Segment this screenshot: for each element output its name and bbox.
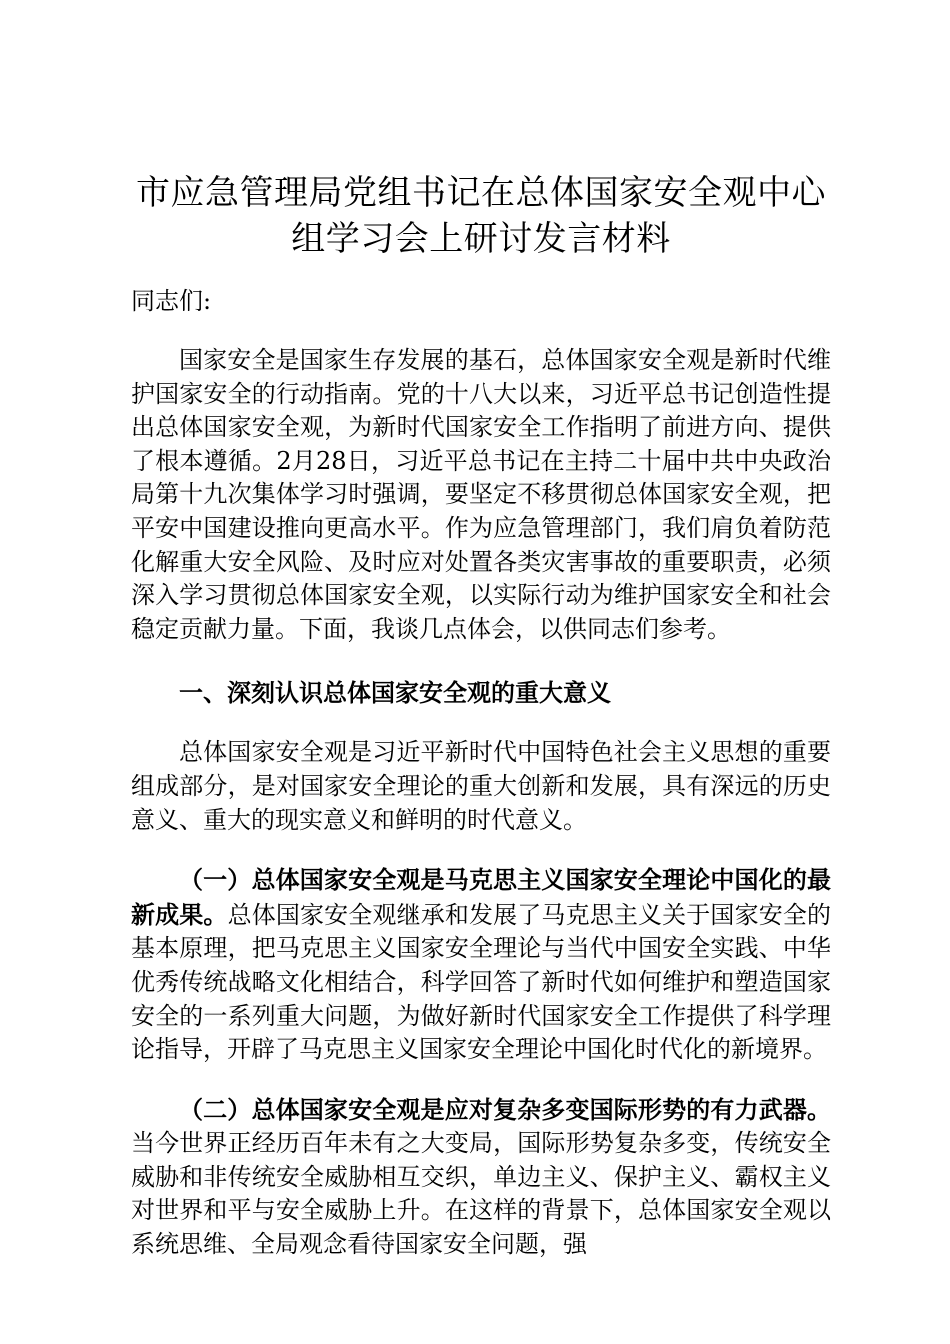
point-1-paragraph bbox=[131, 863, 831, 1067]
section-1-paragraph: 总体国家安全观是习近平新时代中国特色社会主义思想的重要组成部分，是对国家安全理论的重大创新和发展，具有深远的历史意义、重大的现实意义和鲜明的时代意义。 bbox=[131, 738, 831, 834]
point-2-text: 当今世界正经历百年未有之大变局，国际形势复杂多变，传统安全威胁和非传统安全威胁相互交织，单边主义、保护主义、霸权主义对世界和平与安全威胁上升。在这样的背景下，总体国家安全观以系统思维、全局观念看待国家安全问题，强 bbox=[131, 1129, 831, 1259]
point-2-lead: （二）总体国家安全观是应对复杂多变国际形势的有力武器。 bbox=[179, 1094, 831, 1124]
document-page bbox=[131, 170, 831, 1262]
title-line-2: 组学习会上研讨发言材料 bbox=[291, 219, 671, 259]
section-heading-1: 一、深刻认识总体国家安全观的重大意义 bbox=[179, 678, 611, 708]
salutation: 同志们: bbox=[131, 287, 212, 315]
point-1-text: 总体国家安全观继承和发展了马克思主义关于国家安全的基本原理，把马克思主义国家安全理论与当代中国安全实践、中华优秀传统战略文化相结合，科学回答了新时代如何维护和塑造国家安全的一系列重大问题，为做好新时代国家安全工作提供了科学理论指导，开辟了马克思主义国家安全理论中国化时代化的新境界。 bbox=[131, 900, 832, 1064]
document-title bbox=[131, 170, 831, 262]
point-2-paragraph bbox=[131, 1093, 831, 1262]
title-line-1: 市应急管理局党组书记在总体国家安全观中心 bbox=[136, 173, 826, 213]
intro-paragraph: 国家安全是国家生存发展的基石，总体国家安全观是新时代维护国家安全的行动指南。党的十八大以来，习近平总书记创造性提出总体国家安全观，为新时代国家安全工作指明了前进方向、提供了根本遵循。2月28日，习近平总书记在主持二十届中共中央政治局第十九次集体学习时强调，要坚定不移贯彻总体国家安全观，把平安中国建设推向更高水平。作为应急管理部门，我们肩负着防范化解重大安全风险、及时应对处置各类灾害事故的重要职责，必须深入学习贯彻总体国家安全观，以实际行动为维护国家安全和社会稳定贡献力量。下面，我谈几点体会，以供同志们参考。 bbox=[131, 346, 831, 643]
point-1-lead: （一）总体国家安全观是马克思主义国家安全理论中国化的最新成果。 bbox=[131, 865, 831, 929]
